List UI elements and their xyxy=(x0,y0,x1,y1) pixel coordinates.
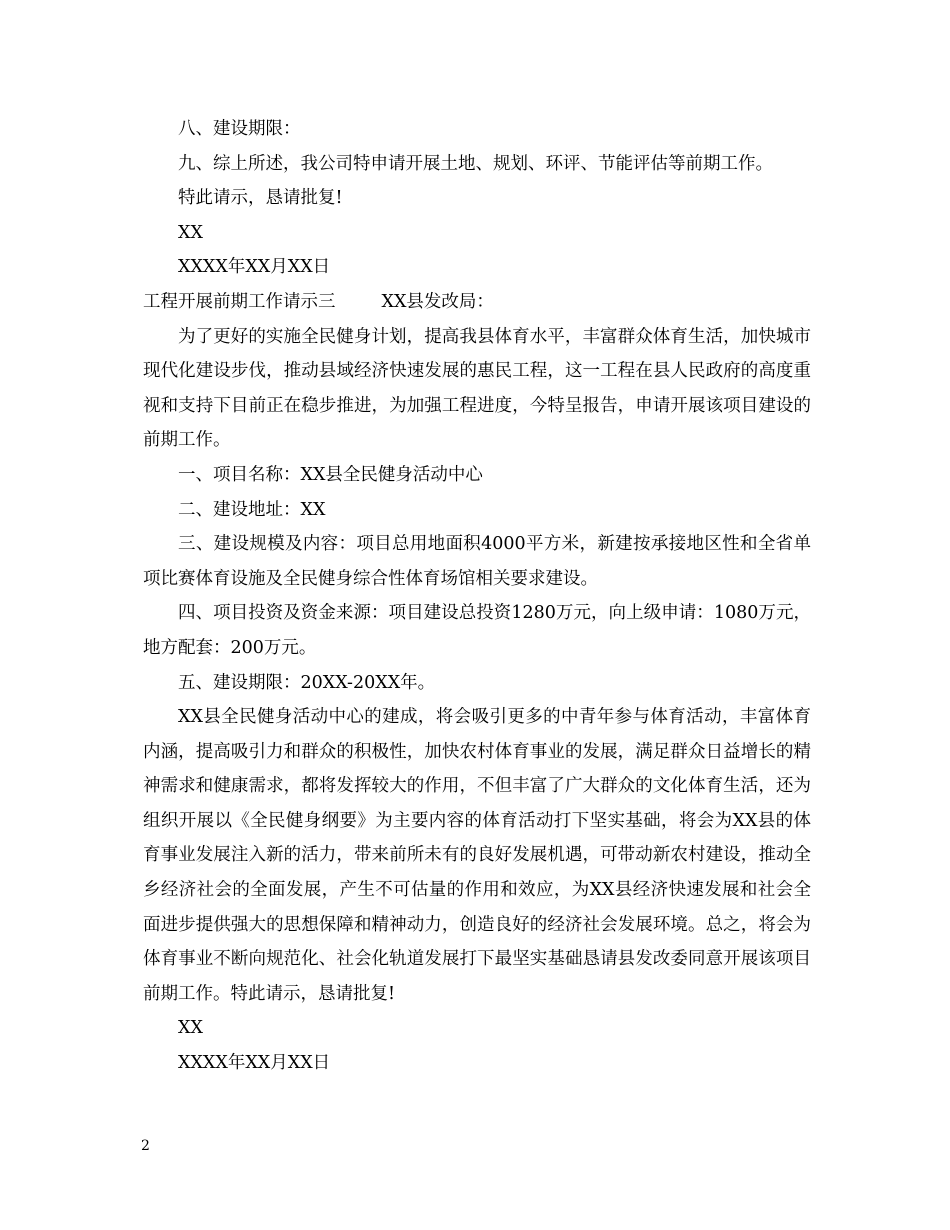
paragraph-date: XXXX年XX月XX日 xyxy=(178,257,331,278)
paragraph-intro: 为了更好的实施全民健身计划，提高我县体育水平，丰富群众体育生活，加快城市现代化建设步伐，推动县域经济快速发展的惠民工程，这一工程在县人民政府的高度重视和支持下目前正在稳步推进，为加强工程进度，今特呈报告，申请开展该项目建设的前期工作。 xyxy=(143,326,811,451)
paragraph-project-name: 一、项目名称：XX县全民健身活动中心 xyxy=(178,464,483,485)
paragraph-date-2: XXXX年XX月XX日 xyxy=(178,1053,331,1074)
section-heading-line xyxy=(143,285,811,320)
paragraph-project-address: 二、建设地址：XX xyxy=(178,499,326,520)
paragraph-benefits: XX县全民健身活动中心的建成，将会吸引更多的中青年参与体育活动，丰富体育内涵，提高吸引力和群众的积极性，加快农村体育事业的发展，满足群众日益增长的精神需求和健康需求，都将发挥较大的作用，不但丰富了广大群众的文化体育生活，还为组织开展以《全民健身纲要》为主要内容的体育活动打下坚实基础，将会为XX县的体育事业发展注入新的活力，带来前所未有的良好发展机遇，可带动新农村建设，推动全乡经济社会的全面发展，产生不可估量的作用和效应，为XX县经济快速发展和社会全面进步提供强大的思想保障和精神动力，创造良好的经济社会发展环境。总之，将会为体育事业不断向规范化、社会化轨道发展打下最坚实基础恳请县发改委同意开展该项目前期工作。特此请示，恳请批复! xyxy=(143,707,811,1004)
paragraph-construction-period: 八、建设期限： xyxy=(178,119,301,139)
paragraph-period: 五、建设期限：20XX-20XX年。 xyxy=(178,672,436,693)
paragraph-signature: XX xyxy=(178,222,203,243)
paragraph-request: 特此请示，恳请批复! xyxy=(178,188,343,209)
paragraph-scale-content: 三、建设规模及内容：项目总用地面积4000平方米，新建按承接地区性和全省单项比赛体育设施及全民健身综合性体育场馆相关要求建设。 xyxy=(143,534,811,589)
paragraph-signature-2: XX xyxy=(178,1018,203,1039)
page-number: 2 xyxy=(141,1138,150,1154)
paragraph-investment: 四、项目投资及资金来源：项目建设总投资1280万元，向上级申请：1080万元，地方配套：200万元。 xyxy=(143,603,811,658)
recipient: XX县发改局： xyxy=(381,291,494,312)
document-body xyxy=(143,112,811,1081)
section-title: 工程开展前期工作请示三 xyxy=(143,291,336,312)
paragraph-summary: 九、综上所述，我公司特申请开展土地、规划、环评、节能评估等前期工作。 xyxy=(178,153,773,174)
